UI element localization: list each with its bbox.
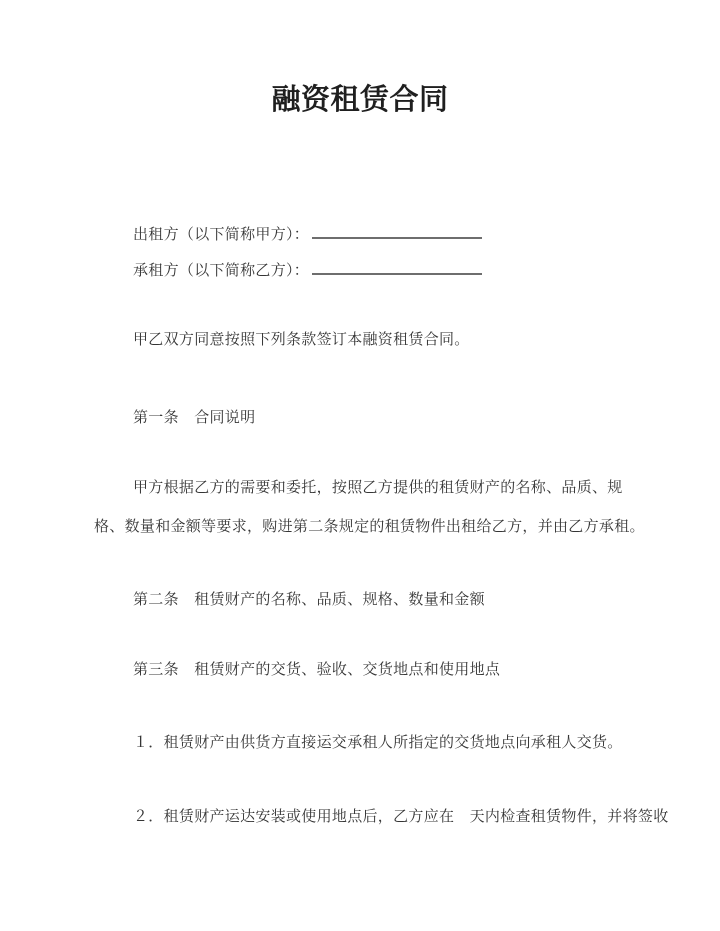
article-1-heading: 第一条 合同说明 bbox=[133, 409, 256, 426]
party-a-line bbox=[94, 223, 482, 244]
article-3-item-1: １．租赁财产由供货方直接运交承租人所指定的交货地点向承租人交货。 bbox=[133, 734, 623, 751]
article-3-item-2: ２．租赁财产运达安装或使用地点后，乙方应在 天内检查租赁物件，并将签收 bbox=[133, 808, 669, 825]
intro-paragraph: 甲乙双方同意按照下列条款签订本融资租赁合同。 bbox=[133, 331, 470, 348]
document-title: 融资租赁合同 bbox=[271, 82, 449, 116]
article-2-heading: 第二条 租赁财产的名称、品质、规格、数量和金额 bbox=[133, 591, 485, 608]
party-a-blank-line bbox=[312, 223, 482, 239]
party-b-label: 承租方（以下简称乙方）： bbox=[133, 262, 310, 279]
party-a-label: 出租方（以下简称甲方）： bbox=[133, 226, 310, 243]
party-b-line bbox=[94, 259, 482, 280]
article-1-body: 甲方根据乙方的需要和委托，按照乙方提供的租赁财产的名称、品质、规格、数量和金额等要求，购进第二条规定的租赁物件出租给乙方，并由乙方承租。 bbox=[94, 479, 645, 535]
party-b-blank-line bbox=[312, 259, 482, 275]
article-3-heading: 第三条 租赁财产的交货、验收、交货地点和使用地点 bbox=[133, 661, 501, 678]
